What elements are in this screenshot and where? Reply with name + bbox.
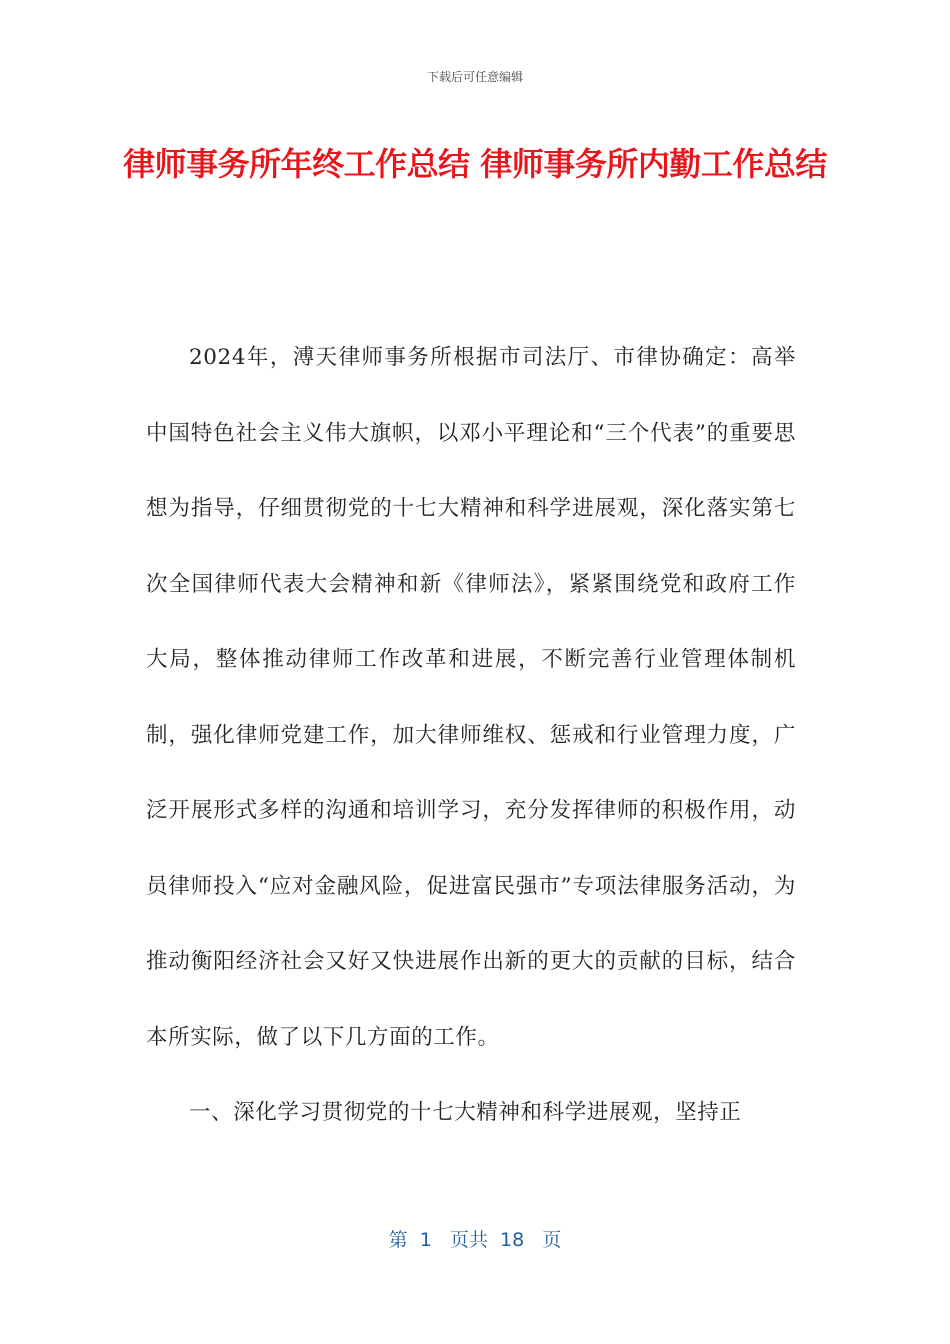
document-title: 律师事务所年终工作总结 律师事务所内勤工作总结 [123, 145, 827, 183]
body-paragraph: 一、深化学习贯彻党的十七大精神和科学进展观，坚持正 [189, 1100, 742, 1125]
document-body [146, 320, 796, 1151]
body-paragraph: 2024年，溥天律师事务所根据市司法厅、市律协确定：高举中国特色社会主义伟大旗帜，以邓小平理论和“三个代表”的重要思想为指导，仔细贯彻党的十七大精神和科学进展观，深化落实第七次全国律师代表大会精神和新《律师法》，紧紧围绕党和政府工作大局，整体推动律师工作改革和进展，不断完善行业管理体制机制，强化律师党建工作，加大律师维权、惩戒和行业管理力度，广泛开展形式多样的沟通和培训学习，充分发挥律师的积极作用，动员律师投入“应对金融风险，促进富民强市”专项法律服务活动，为推动衡阳经济社会又好又快进展作出新的更大的贡献的目标，结合本所实际，做了以下几方面的工作。 [146, 345, 796, 1050]
page-footer: 第 1 页共 18 页 [388, 1229, 562, 1251]
header-note: 下载后可任意编辑 [426, 70, 523, 84]
